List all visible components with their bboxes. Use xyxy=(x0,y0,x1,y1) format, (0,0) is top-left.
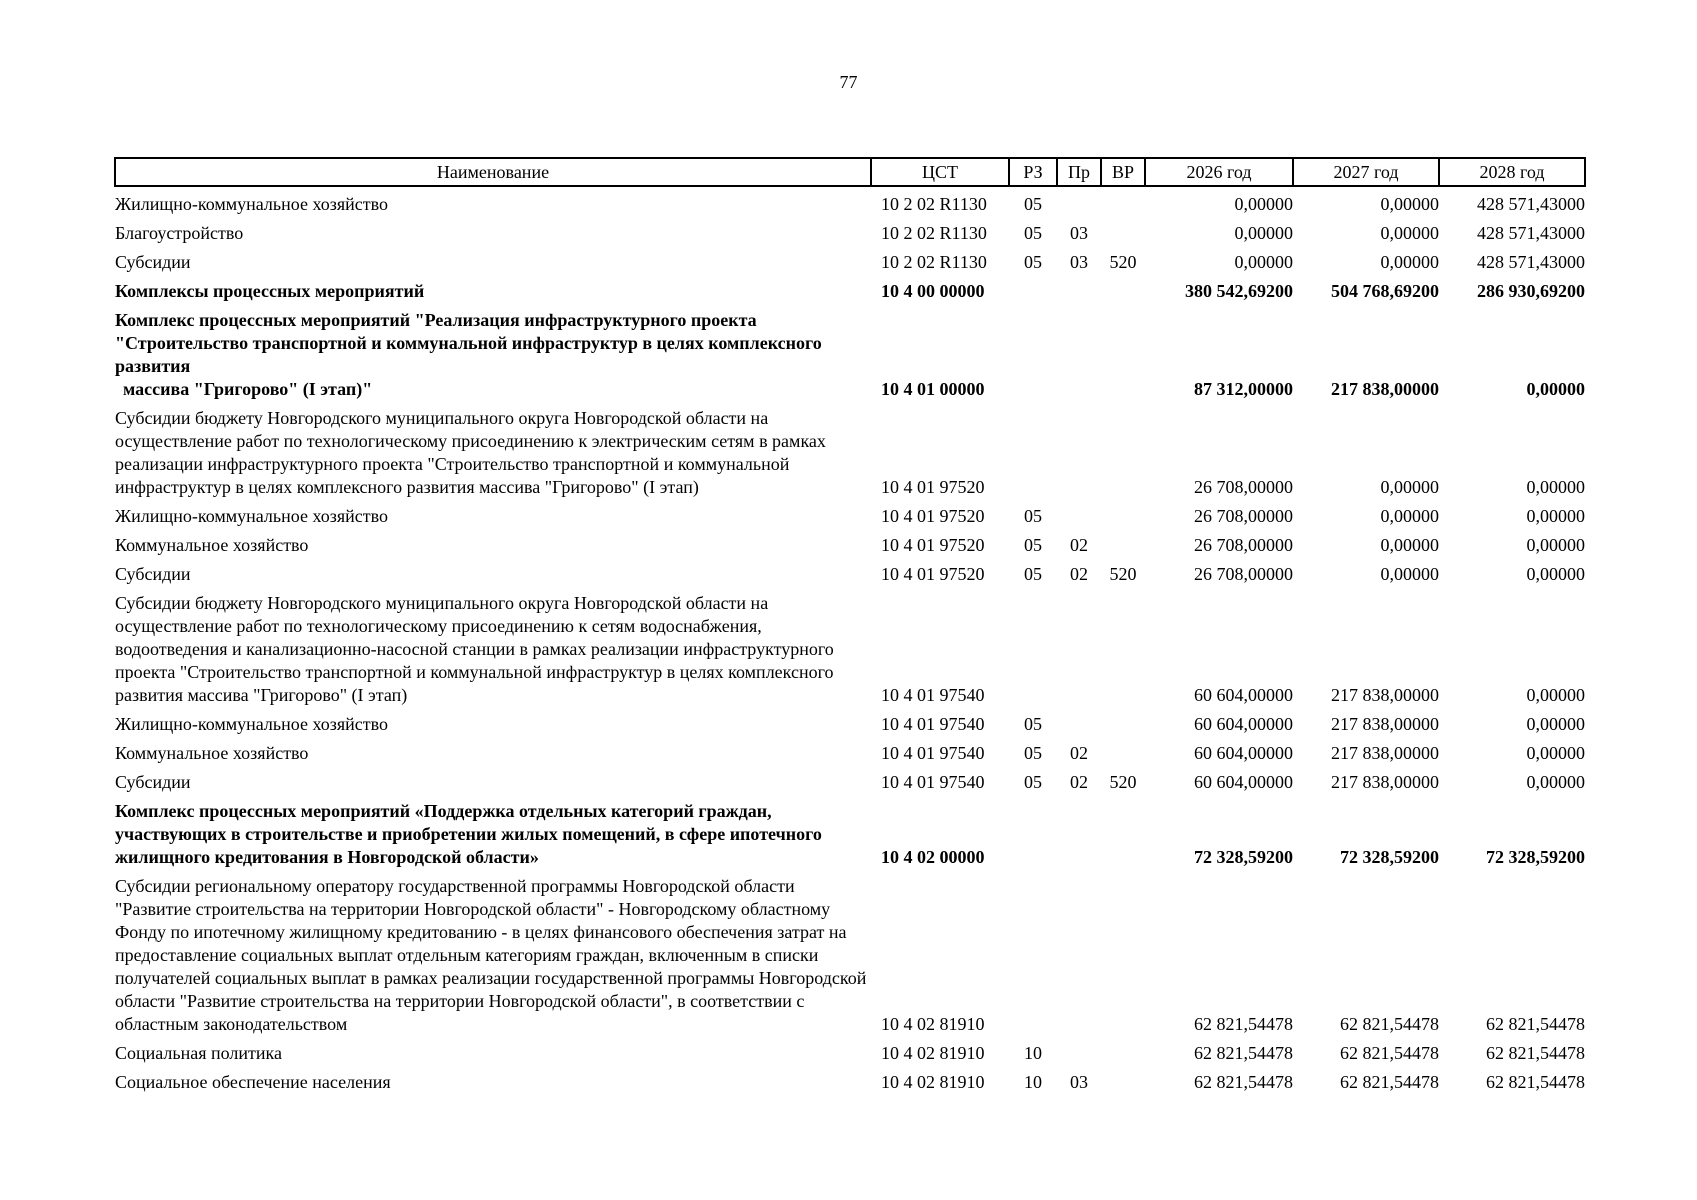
cell-name: Субсидии бюджету Новгородского муниципального округа Новгородской области на осуществление работ по технологическому присоединению к электрическим сетям в рамках реализации инфраструктурного проекта "Строительство транспортной и коммунальной инфраструктур в целях комплексного развития массива "Григорово" (I этап) xyxy=(115,408,826,497)
cell-vr xyxy=(1101,1036,1145,1065)
cell-rz: 10 xyxy=(1024,1043,1042,1063)
cell-cst: 10 4 01 97540 xyxy=(881,714,985,734)
cell-y2028: 0,00000 xyxy=(1526,564,1585,584)
cell-rz: 05 xyxy=(1024,252,1042,272)
cell-y2026: 62 821,54478 xyxy=(1194,1072,1293,1092)
table-row xyxy=(115,245,1585,274)
cell-name: Комплекс процессных мероприятий «Поддержка отдельных категорий граждан, участвующих в строительстве и приобретении жилых помещений, в сфере ипотечного жилищного кредитования в Новгородской области» xyxy=(115,801,822,867)
cell-cst: 10 4 01 00000 xyxy=(881,379,985,399)
cell-y2028: 0,00000 xyxy=(1526,506,1585,526)
cell-name: Благоустройство xyxy=(115,223,244,243)
cell-vr xyxy=(1101,707,1145,736)
page-number: 77 xyxy=(839,72,858,92)
cell-cst: 10 4 01 97540 xyxy=(881,685,985,705)
table-row xyxy=(115,303,1585,401)
table-row xyxy=(115,707,1585,736)
header-name: Наименование xyxy=(115,158,871,186)
cell-name: Субсидии xyxy=(115,772,191,792)
cell-y2028: 0,00000 xyxy=(1526,772,1585,792)
cell-y2028: 0,00000 xyxy=(1526,743,1585,763)
cell-vr xyxy=(1101,216,1145,245)
cell-pr xyxy=(1057,303,1101,401)
cell-name: Субсидии бюджету Новгородского муниципального округа Новгородской области на осуществление работ по технологическому присоединению к сетям водоснабжения, водоотведения и канализационно-насосной станции в рамках реализации инфраструктурного проекта "Строительство транспортной и коммунальной инфраструктур в целях комплексного развития массива "Григорово" (I этап) xyxy=(115,593,834,705)
cell-name xyxy=(115,303,871,401)
cell-y2026: 72 328,59200 xyxy=(1194,847,1293,867)
cell-rz xyxy=(1009,794,1057,869)
budget-table xyxy=(114,157,1586,1094)
cell-vr xyxy=(1101,274,1145,303)
cell-vr xyxy=(1101,736,1145,765)
header-vr: ВР xyxy=(1101,158,1145,186)
table-row xyxy=(115,1065,1585,1094)
cell-vr xyxy=(1101,1065,1145,1094)
cell-y2026: 0,00000 xyxy=(1234,252,1293,272)
cell-rz xyxy=(1009,586,1057,707)
cell-y2027: 504 768,69200 xyxy=(1331,281,1439,301)
table-row xyxy=(115,216,1585,245)
cell-rz: 10 xyxy=(1024,1072,1042,1092)
cell-y2028: 428 571,43000 xyxy=(1477,194,1585,214)
cell-name: Комплексы процессных мероприятий xyxy=(115,281,425,301)
cell-y2028: 428 571,43000 xyxy=(1477,223,1585,243)
cell-rz xyxy=(1009,274,1057,303)
cell-y2026: 62 821,54478 xyxy=(1194,1014,1293,1034)
cell-pr xyxy=(1057,1036,1101,1065)
cell-y2027: 217 838,00000 xyxy=(1331,714,1439,734)
cell-y2027: 217 838,00000 xyxy=(1331,743,1439,763)
cell-rz xyxy=(1009,401,1057,499)
cell-y2028: 0,00000 xyxy=(1526,477,1585,497)
table-row xyxy=(115,274,1585,303)
cell-vr xyxy=(1101,499,1145,528)
cell-y2026: 0,00000 xyxy=(1234,223,1293,243)
cell-cst: 10 2 02 R1130 xyxy=(881,252,987,272)
cell-vr xyxy=(1101,586,1145,707)
cell-pr xyxy=(1057,794,1101,869)
cell-y2027: 0,00000 xyxy=(1380,223,1439,243)
header-pr: Пр xyxy=(1057,158,1101,186)
cell-y2026: 60 604,00000 xyxy=(1194,685,1293,705)
cell-rz: 05 xyxy=(1024,743,1042,763)
cell-pr: 03 xyxy=(1070,252,1088,272)
table-row xyxy=(115,765,1585,794)
cell-name-line2: массива "Григорово" (I этап)" xyxy=(123,379,373,399)
cell-pr xyxy=(1057,586,1101,707)
cell-rz: 05 xyxy=(1024,772,1042,792)
cell-name: Коммунальное хозяйство xyxy=(115,535,309,555)
cell-cst: 10 4 02 81910 xyxy=(881,1072,985,1092)
header-rz: РЗ xyxy=(1009,158,1057,186)
cell-y2028: 72 328,59200 xyxy=(1486,847,1585,867)
cell-y2026: 0,00000 xyxy=(1234,194,1293,214)
cell-y2026: 26 708,00000 xyxy=(1194,477,1293,497)
cell-y2027: 217 838,00000 xyxy=(1331,772,1439,792)
cell-name: Коммунальное хозяйство xyxy=(115,743,309,763)
cell-pr xyxy=(1057,707,1101,736)
cell-pr: 02 xyxy=(1070,564,1088,584)
cell-cst: 10 4 01 97520 xyxy=(881,564,985,584)
cell-cst: 10 4 01 97520 xyxy=(881,535,985,555)
cell-pr xyxy=(1057,499,1101,528)
cell-pr xyxy=(1057,186,1101,216)
cell-vr xyxy=(1101,401,1145,499)
cell-rz xyxy=(1009,869,1057,1036)
cell-cst: 10 4 01 97540 xyxy=(881,743,985,763)
table-row xyxy=(115,794,1585,869)
table-body xyxy=(115,186,1585,1094)
header-2027: 2027 год xyxy=(1293,158,1439,186)
cell-rz: 05 xyxy=(1024,564,1042,584)
cell-y2026: 60 604,00000 xyxy=(1194,772,1293,792)
cell-name-line1: Комплекс процессных мероприятий "Реализация инфраструктурного проекта "Строительство транспортной и коммунальной инфраструктур в целях комплексного развития xyxy=(115,310,822,376)
cell-y2028: 0,00000 xyxy=(1526,685,1585,705)
cell-y2027: 217 838,00000 xyxy=(1331,379,1439,399)
cell-pr xyxy=(1057,401,1101,499)
cell-cst: 10 4 01 97520 xyxy=(881,477,985,497)
table-row xyxy=(115,528,1585,557)
cell-y2027: 217 838,00000 xyxy=(1331,685,1439,705)
cell-y2027: 0,00000 xyxy=(1380,506,1439,526)
cell-y2027: 0,00000 xyxy=(1380,194,1439,214)
cell-name: Жилищно-коммунальное хозяйство xyxy=(115,714,389,734)
table-row xyxy=(115,557,1585,586)
cell-y2027: 62 821,54478 xyxy=(1340,1043,1439,1063)
cell-vr xyxy=(1101,303,1145,401)
cell-y2026: 380 542,69200 xyxy=(1185,281,1293,301)
cell-y2028: 428 571,43000 xyxy=(1477,252,1585,272)
cell-pr xyxy=(1057,274,1101,303)
cell-rz: 05 xyxy=(1024,194,1042,214)
cell-y2028: 286 930,69200 xyxy=(1477,281,1585,301)
cell-pr: 03 xyxy=(1070,223,1088,243)
cell-vr: 520 xyxy=(1109,772,1137,792)
cell-name: Жилищно-коммунальное хозяйство xyxy=(115,506,389,526)
cell-name: Субсидии xyxy=(115,564,191,584)
cell-y2026: 60 604,00000 xyxy=(1194,743,1293,763)
table-row xyxy=(115,499,1585,528)
cell-cst: 10 4 01 97540 xyxy=(881,772,985,792)
cell-y2028: 0,00000 xyxy=(1526,535,1585,555)
cell-y2026: 26 708,00000 xyxy=(1194,506,1293,526)
cell-cst: 10 4 01 97520 xyxy=(881,506,985,526)
table-row xyxy=(115,1036,1585,1065)
cell-rz: 05 xyxy=(1024,714,1042,734)
cell-cst: 10 4 02 81910 xyxy=(881,1014,985,1034)
cell-pr: 02 xyxy=(1070,772,1088,792)
cell-vr: 520 xyxy=(1109,564,1137,584)
cell-cst: 10 2 02 R1130 xyxy=(881,194,987,214)
table-header-row xyxy=(115,158,1585,186)
table-row xyxy=(115,186,1585,216)
cell-name: Субсидии региональному оператору государственной программы Новгородской области "Развитие строительства на территории Новгородской области" - Новгородскому областному Фонду по ипотечному жилищному кредитованию - в целях финансового обеспечения затрат на предоставление социальных выплат отдельным категориям граждан, включенным в списки получателей социальных выплат в рамках реализации государственной программы Новгородской области "Развитие строительства на территории Новгородской области", в соответствии с областным законодательством xyxy=(115,876,867,1034)
cell-y2026: 60 604,00000 xyxy=(1194,714,1293,734)
header-2026: 2026 год xyxy=(1145,158,1293,186)
cell-vr: 520 xyxy=(1109,252,1137,272)
cell-pr: 02 xyxy=(1070,535,1088,555)
cell-y2028: 62 821,54478 xyxy=(1486,1072,1585,1092)
cell-y2028: 62 821,54478 xyxy=(1486,1043,1585,1063)
cell-pr: 02 xyxy=(1070,743,1088,763)
cell-y2027: 0,00000 xyxy=(1380,535,1439,555)
cell-y2027: 0,00000 xyxy=(1380,252,1439,272)
cell-y2027: 62 821,54478 xyxy=(1340,1014,1439,1034)
table-row xyxy=(115,736,1585,765)
cell-y2026: 62 821,54478 xyxy=(1194,1043,1293,1063)
header-2028: 2028 год xyxy=(1439,158,1585,186)
cell-vr xyxy=(1101,794,1145,869)
cell-name: Субсидии xyxy=(115,252,191,272)
cell-y2027: 62 821,54478 xyxy=(1340,1072,1439,1092)
cell-cst: 10 2 02 R1130 xyxy=(881,223,987,243)
cell-pr xyxy=(1057,869,1101,1036)
cell-rz: 05 xyxy=(1024,223,1042,243)
cell-vr xyxy=(1101,528,1145,557)
cell-name: Социальная политика xyxy=(115,1043,282,1063)
cell-y2027: 72 328,59200 xyxy=(1340,847,1439,867)
cell-vr xyxy=(1101,186,1145,216)
header-cst: ЦСТ xyxy=(871,158,1009,186)
cell-cst: 10 4 00 00000 xyxy=(881,281,985,301)
cell-y2028: 0,00000 xyxy=(1526,379,1585,399)
cell-y2027: 0,00000 xyxy=(1380,477,1439,497)
cell-pr: 03 xyxy=(1070,1072,1088,1092)
cell-name: Жилищно-коммунальное хозяйство xyxy=(115,194,389,214)
cell-vr xyxy=(1101,869,1145,1036)
cell-y2026: 26 708,00000 xyxy=(1194,564,1293,584)
table-row xyxy=(115,401,1585,499)
table-row xyxy=(115,869,1585,1036)
cell-cst: 10 4 02 00000 xyxy=(881,847,985,867)
cell-rz: 05 xyxy=(1024,506,1042,526)
cell-y2027: 0,00000 xyxy=(1380,564,1439,584)
cell-y2028: 0,00000 xyxy=(1526,714,1585,734)
cell-y2026: 87 312,00000 xyxy=(1194,379,1293,399)
cell-name: Социальное обеспечение населения xyxy=(115,1072,391,1092)
cell-y2026: 26 708,00000 xyxy=(1194,535,1293,555)
cell-y2028: 62 821,54478 xyxy=(1486,1014,1585,1034)
table-row xyxy=(115,586,1585,707)
cell-rz xyxy=(1009,303,1057,401)
cell-rz: 05 xyxy=(1024,535,1042,555)
cell-cst: 10 4 02 81910 xyxy=(881,1043,985,1063)
